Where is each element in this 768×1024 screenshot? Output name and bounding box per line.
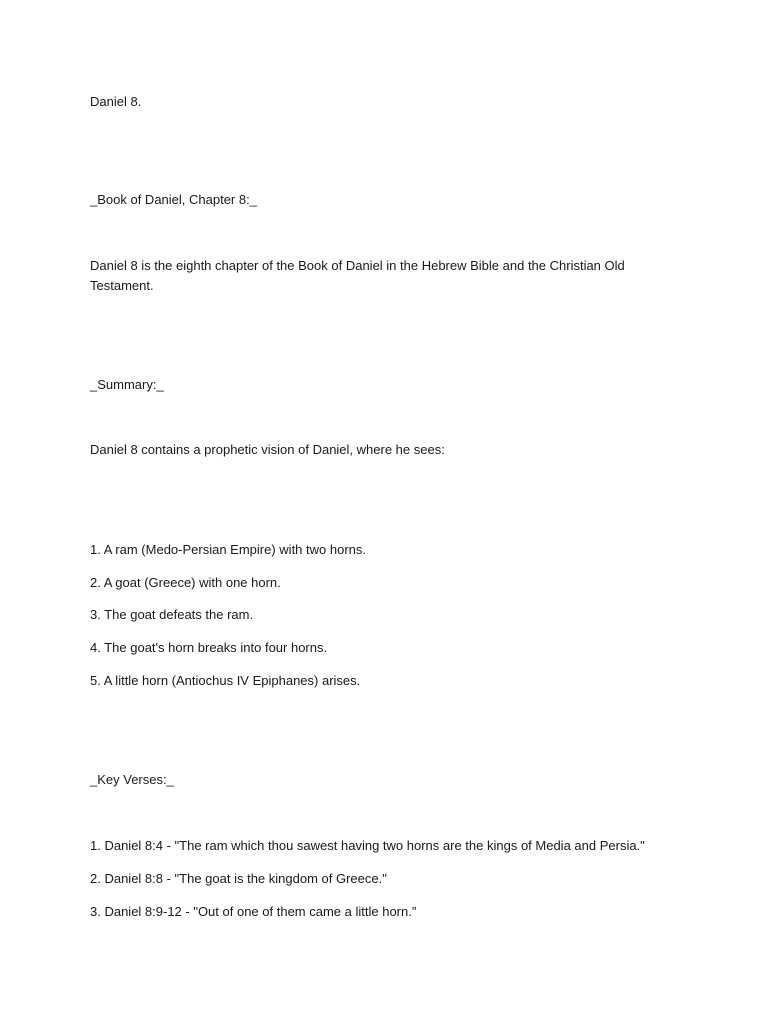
vision-item-5: 5. A little horn (Antiochus IV Epiphanes) arises.: [90, 673, 361, 688]
vision-item-2: 2. A goat (Greece) with one horn.: [90, 575, 281, 590]
book-heading: _Book of Daniel, Chapter 8:_: [90, 192, 257, 207]
vision-item-4: 4. The goat's horn breaks into four horns.: [90, 640, 328, 655]
summary-text: Daniel 8 contains a prophetic vision of Daniel, where he sees:: [90, 442, 445, 457]
key-verse-2: 2. Daniel 8:8 - "The goat is the kingdom of Greece.": [90, 871, 387, 886]
key-verses-heading: _Key Verses:_: [90, 772, 174, 787]
document-title: Daniel 8.: [90, 94, 142, 109]
intro-paragraph: Daniel 8 is the eighth chapter of the Book of Daniel in the Hebrew Bible and the Christian Old Testament.: [90, 258, 625, 293]
key-verse-3: 3. Daniel 8:9-12 - "Out of one of them came a little horn.": [90, 904, 417, 919]
vision-item-3: 3. The goat defeats the ram.: [90, 607, 254, 622]
key-verse-1: 1. Daniel 8:4 - "The ram which thou sawest having two horns are the kings of Media and Persia.": [90, 838, 645, 853]
vision-item-1: 1. A ram (Medo-Persian Empire) with two horns.: [90, 542, 366, 557]
summary-heading: _Summary:_: [90, 377, 164, 392]
